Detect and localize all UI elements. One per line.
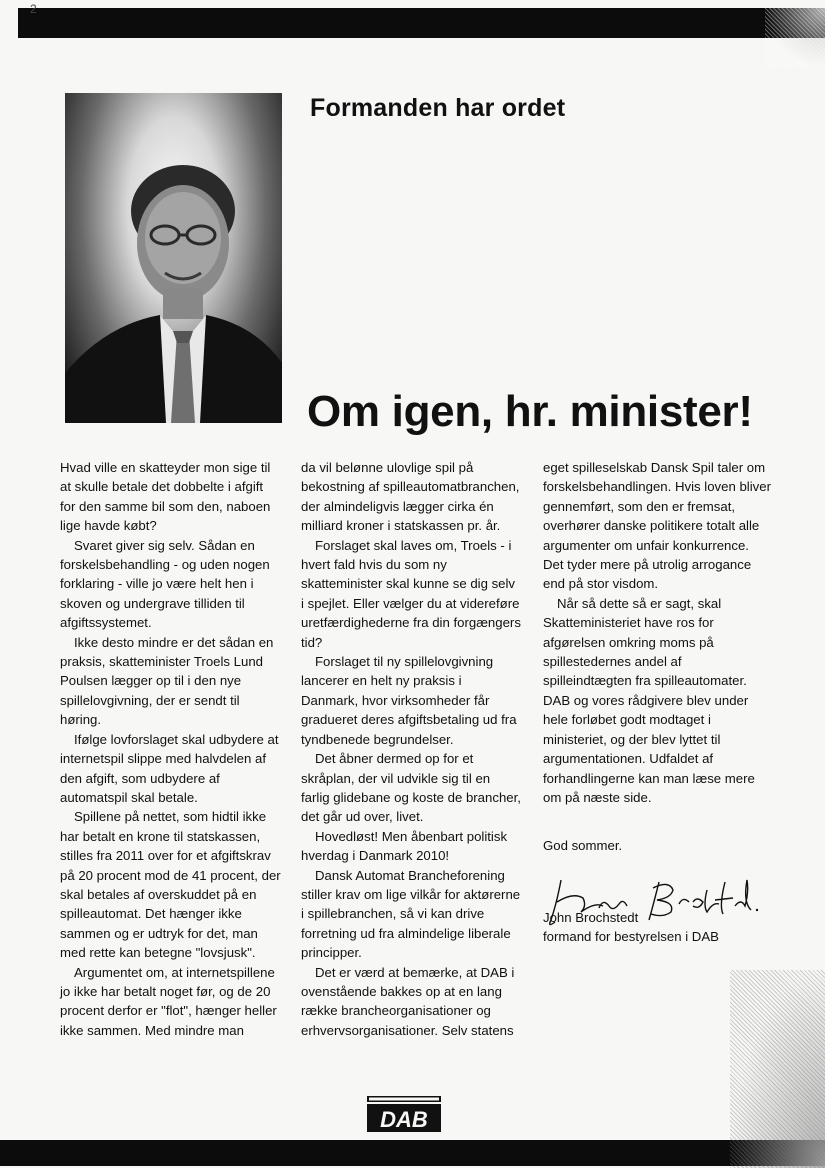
paragraph: Dansk Automat Brancheforening stiller krav om lige vilkår for aktørerne i spillebranchen, så vi kan drive forretning ud fra almindelige liberale principper.: [301, 867, 521, 961]
signoff-greeting-block: [543, 836, 773, 855]
paragraph: Spillene på nettet, som hidtil ikke har betalt en krone til statskassen, stilles fra 2011 over for et afgiftskrav på 20 procent mod de 41 procent, der skal betales af overskuddet på en spilleautomat. Det hænger ikke sammen og er udtryk for det, man med rette kan betegne "lovsjusk".: [60, 809, 281, 961]
section-title: Formanden har ordet: [310, 94, 566, 122]
article-column-1: [60, 458, 282, 1040]
paragraph: Forslaget til ny spillelovgivning lancerer en helt ny praksis i Danmark, hvor virksomheder får gradueret deres afgiftsbetaling ud fra tyndbenede begrundelser.: [301, 654, 517, 747]
paragraph: Hovedløst! Men åbenbart politisk hverdag i Danmark 2010!: [301, 828, 508, 864]
svg-text:DAB: DAB: [380, 1107, 428, 1132]
paragraph: Argumentet om, at internetspillene jo ikke har betalt noget før, og de 20 procent derfor er "flot", hænger heller ikke sammen. Med mindre man: [60, 964, 277, 1038]
paragraph: Ikke desto mindre er det sådan en praksis, skatteminister Troels Lund Poulsen lægger op til i den nye spillelovgivning, der er sendt til høring.: [60, 634, 274, 728]
scan-corner-bottom-right: [730, 970, 825, 1168]
paragraph: Det er værd at bemærke, at DAB i ovenstående bakkes op at en lang række brancheorganisationer og erhvervsorganisationer. Selv statens: [301, 964, 515, 1038]
signer-name: John Brochstedt: [543, 910, 639, 925]
chairman-portrait: [65, 93, 282, 423]
page-number: 2: [30, 2, 37, 16]
paragraph: da vil belønne ulovlige spil på bekostning af spilleautomatbranchen, der almindeligvis lægger cirka én milliard kroner i statskassen pr. år.: [301, 460, 520, 534]
article-column-3: [543, 458, 771, 807]
article-column-2: [301, 458, 521, 1040]
paragraph: Når så dette så er sagt, skal Skatteministeriet have ros for afgørelsen omkring moms på spillestedernes andel af spilleindtægten fra spilleautomater. DAB og vores rådgivere blev under hele forløbet godt modtaget i ministeriet, og der blev lyttet til argumentationen. Udfaldet af forhandlingerne kan man læse mere om på næste side.: [543, 595, 755, 805]
dab-logo: [367, 1096, 441, 1132]
paragraph: Svaret giver sig selv. Sådan en forskelsbehandling - og uden nogen forklaring - ville jo være helt hen i skoven og undergrave tilliden til afgiftssystemet.: [60, 537, 270, 631]
headline: Om igen, hr. minister!: [307, 387, 753, 436]
greeting: God sommer.: [543, 838, 623, 853]
paragraph: Forslaget skal laves om, Troels - i hvert fald hvis du som ny skatteminister skal kunne se dig selv i spejlet. Eller vælger du at videreføre uretfærdighederne fra din forgængers tid?: [301, 537, 521, 650]
signer-role: formand for bestyrelsen i DAB: [543, 929, 719, 945]
paragraph: Ifølge lovforslaget skal udbydere at internetspil slippe med halvdelen af den afgift, som udbydere af automatspil skal betale.: [60, 731, 279, 805]
paragraph: Det åbner dermed op for et skråplan, der vil udvikle sig til en farlig glidebane og koste de brancher, det går ud over, livet.: [301, 751, 521, 825]
paragraph: Hvad ville en skatteyder mon sige til at skulle betale det dobbelte i afgift for den samme bil som den, naboen lige havde købt?: [60, 460, 271, 534]
portrait-illustration: [65, 93, 282, 423]
signoff-name-block: [543, 908, 773, 947]
top-black-bar: [18, 8, 825, 38]
bottom-black-bar: [0, 1140, 825, 1166]
paragraph: eget spilleselskab Dansk Spil taler om forskelsbehandlingen. Hvis loven bliver gennemført, som den er fremsat, overhører danske politikere totalt alle argumenter om unfair konkurrence. Det tyder mere på utrolig arrogance end på stor visdom.: [543, 460, 771, 592]
